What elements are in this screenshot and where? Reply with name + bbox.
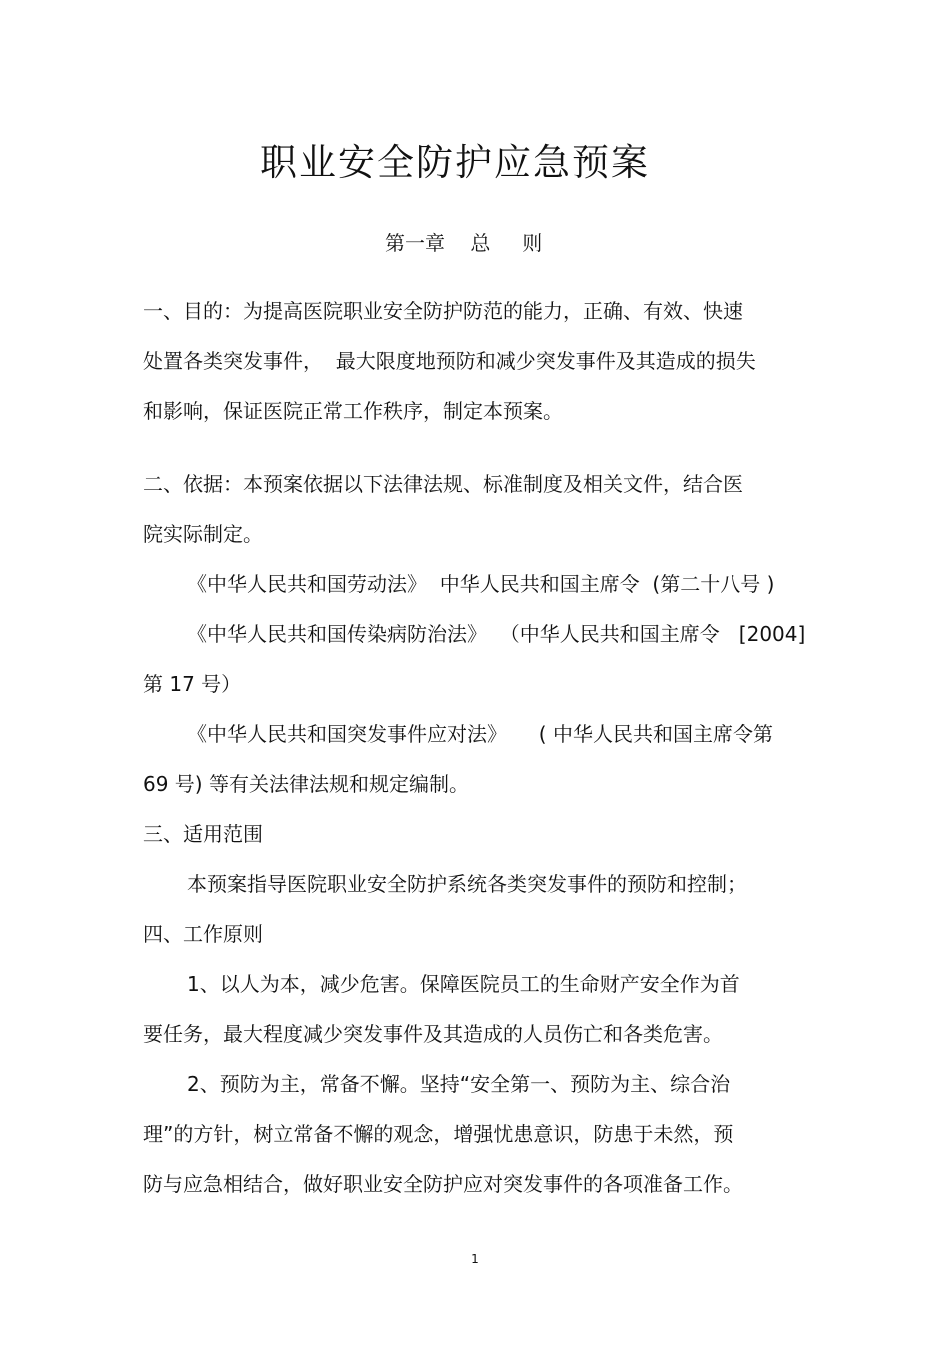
law-item-emergency-response: 《中华人民共和国突发事件应对法》 ( 中华人民共和国主席令第 bbox=[187, 722, 773, 746]
basis-line-1: 二、依据：本预案依据以下法律法规、标准制度及相关文件，结合医 bbox=[143, 472, 743, 496]
purpose-line-1: 一、目的：为提高医院职业安全防护防范的能力，正确、有效、快速 bbox=[143, 299, 743, 323]
purpose-line-2: 处置各类突发事件， 最大限度地预防和减少突发事件及其造成的损失 bbox=[143, 349, 756, 373]
principles-heading: 四、工作原则 bbox=[143, 922, 263, 946]
purpose-line-3: 和影响，保证医院正常工作秩序，制定本预案。 bbox=[143, 399, 563, 423]
principle-1-line-2: 要任务，最大程度减少突发事件及其造成的人员伤亡和各类危害。 bbox=[143, 1022, 723, 1046]
principle-1-line-1: 1、以人为本，减少危害。保障医院员工的生命财产安全作为首 bbox=[187, 972, 740, 996]
scope-text: 本预案指导医院职业安全防护系统各类突发事件的预防和控制； bbox=[187, 872, 747, 896]
law-item-infectious-disease-cont: 第 17 号） bbox=[143, 672, 242, 696]
scope-heading: 三、适用范围 bbox=[143, 822, 263, 846]
principle-2-line-2: 理”的方针，树立常备不懈的观念，增强忧患意识，防患于未然，预 bbox=[143, 1122, 734, 1146]
principle-2-line-1: 2、预防为主，常备不懈。坚持“安全第一、预防为主、综合治 bbox=[187, 1072, 731, 1096]
law-item-infectious-disease: 《中华人民共和国传染病防治法》 （中华人民共和国主席令 [2004] bbox=[187, 622, 806, 646]
law-item-labor: 《中华人民共和国劳动法》 中华人民共和国主席令 (第二十八号 ) bbox=[187, 572, 775, 596]
law-item-emergency-response-cont: 69 号) 等有关法律法规和规定编制。 bbox=[143, 772, 469, 796]
principle-2-line-3: 防与应急相结合，做好职业安全防护应对突发事件的各项准备工作。 bbox=[143, 1172, 743, 1196]
chapter-heading: 第一章 总 则 bbox=[385, 231, 543, 255]
basis-line-2: 院实际制定。 bbox=[143, 522, 263, 546]
page-number: 1 bbox=[471, 1252, 479, 1266]
document-title: 职业安全防护应急预案 bbox=[260, 141, 650, 184]
